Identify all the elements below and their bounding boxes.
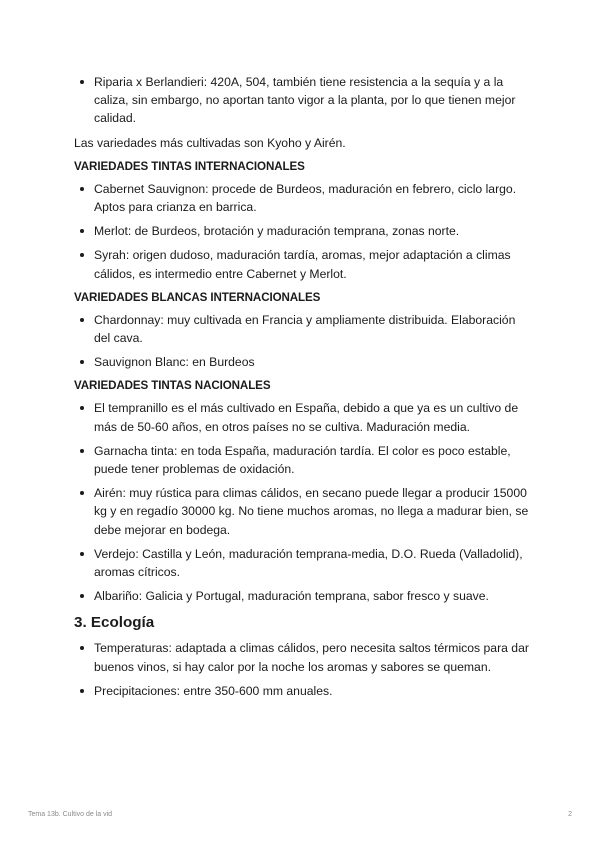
bullet-icon bbox=[80, 318, 84, 322]
list-item bbox=[74, 484, 534, 539]
list-item-text: Cabernet Sauvignon: procede de Burdeos, maduración en febrero, ciclo largo. Aptos para crianza en barrica. bbox=[94, 181, 517, 215]
list-item-text: Albariño: Galicia y Portugal, maduración temprana, sabor fresco y suave. bbox=[94, 589, 489, 604]
list-item-text: Chardonnay: muy cultivada en Francia y ampliamente distribuida. Elaboración del cava. bbox=[94, 312, 516, 346]
list-item-text: Verdejo: Castilla y León, maduración temprana-media, D.O. Rueda (Valladolid), aromas cítricos. bbox=[94, 546, 523, 580]
tintas-nacionales-list bbox=[74, 399, 534, 605]
list-item-text: Garnacha tinta: en toda España, maduración tardía. El color es poco estable, puede tener problemas de oxidación. bbox=[94, 443, 511, 477]
heading-tintas-internacionales: VARIEDADES TINTAS INTERNACIONALES bbox=[74, 159, 305, 173]
list-item-text: El tempranillo es el más cultivado en España, debido a que ya es un cultivo de más de 50-60 años, en otros países no se cultiva. Maduración media. bbox=[94, 401, 519, 434]
bullet-icon bbox=[80, 229, 84, 233]
list-item-text: Riparia x Berlandieri: 420A, 504, también tiene resistencia a la sequía y a la caliza, sin embargo, no aportan tanto vigor a la planta, por lo que tienen mejor calidad. bbox=[94, 75, 516, 126]
blancas-internacionales-list bbox=[74, 311, 534, 372]
bullet-icon bbox=[80, 491, 84, 495]
bullet-icon bbox=[80, 187, 84, 191]
list-item bbox=[74, 353, 534, 371]
list-item bbox=[74, 399, 534, 435]
rootstock-list bbox=[74, 73, 534, 128]
bullet-icon bbox=[80, 689, 84, 693]
list-item bbox=[74, 639, 534, 675]
footer-page-number: 2 bbox=[568, 811, 572, 818]
footer-document-title: Tema 13b. Cultivo de la vid bbox=[28, 811, 113, 818]
heading-blancas-internacionales: VARIEDADES BLANCAS INTERNACIONALES bbox=[74, 290, 321, 304]
list-item bbox=[74, 587, 534, 605]
list-item-text: Merlot: de Burdeos, brotación y maduración temprana, zonas norte. bbox=[94, 224, 460, 239]
tintas-internacionales-list bbox=[74, 180, 534, 283]
section-title-ecologia: 3. Ecología bbox=[74, 614, 155, 632]
list-item bbox=[74, 311, 534, 347]
list-item bbox=[74, 682, 534, 700]
list-item-text: Sauvignon Blanc: en Burdeos bbox=[94, 355, 255, 370]
bullet-icon bbox=[80, 449, 84, 453]
list-item-text: Airén: muy rústica para climas cálidos, en secano puede llegar a producir 15000 kg y en regadío 30000 kg. No tiene muchos aromas, no llega a madurar bien, se debe mejorar en bodega. bbox=[94, 486, 529, 537]
list-item-text: Syrah: origen dudoso, maduración tardía, aromas, mejor adaptación a climas cálidos, es intermedio entre Cabernet y Merlot. bbox=[94, 248, 511, 281]
ecologia-list bbox=[74, 639, 534, 700]
bullet-icon bbox=[80, 552, 84, 556]
bullet-icon bbox=[80, 360, 84, 364]
page-content bbox=[74, 73, 534, 706]
list-item bbox=[74, 73, 534, 128]
heading-tintas-nacionales: VARIEDADES TINTAS NACIONALES bbox=[74, 379, 271, 393]
list-item bbox=[74, 246, 534, 282]
bullet-icon bbox=[80, 406, 84, 410]
list-item-text: Precipitaciones: entre 350-600 mm anuales. bbox=[94, 683, 333, 698]
bullet-icon bbox=[80, 80, 84, 84]
list-item bbox=[74, 545, 534, 581]
paragraph: Las variedades más cultivadas son Kyoho y Airén. bbox=[74, 135, 346, 150]
bullet-icon bbox=[80, 253, 84, 257]
list-item bbox=[74, 222, 534, 240]
bullet-icon bbox=[80, 646, 84, 650]
list-item bbox=[74, 442, 534, 478]
bullet-icon bbox=[80, 594, 84, 598]
list-item-text: Temperaturas: adaptada a climas cálidos, pero necesita saltos térmicos para dar buenos vinos, si hay calor por la noche los aromas y sabores se queman. bbox=[94, 641, 529, 674]
list-item bbox=[74, 180, 534, 216]
